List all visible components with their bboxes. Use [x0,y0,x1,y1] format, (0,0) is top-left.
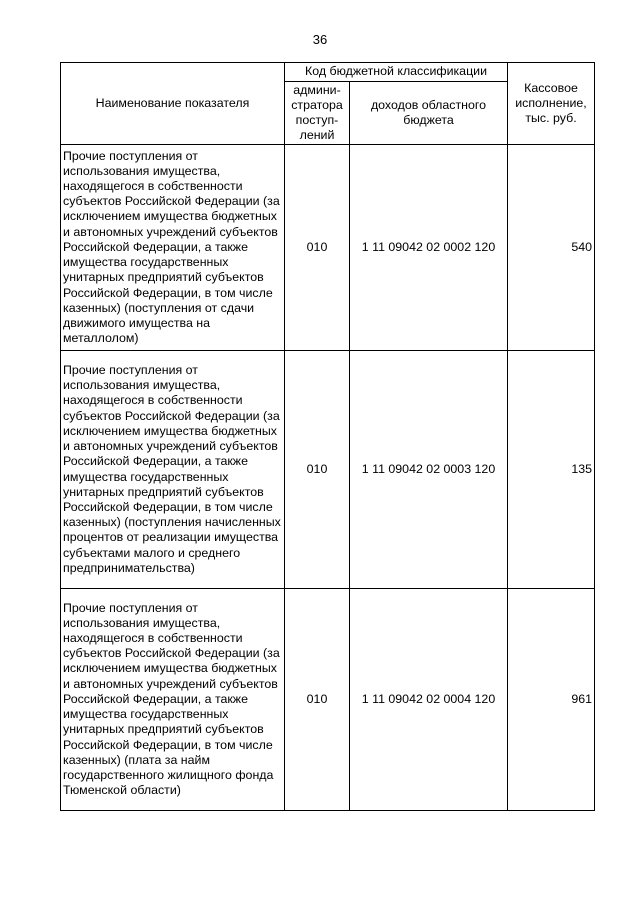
budget-table [60,62,595,811]
row-name: Прочие поступления от использования имущества, находящегося в собственности субъектов Российской Федерации (за исключением имущества бюджетных и автономных учреждений субъектов Российской Федерации, а также имущества государственных унитарных предприятий субъектов Российской Федерации, в том числе казенных) (плата за найм государственного жилищного фонда Тюменской области) [61,589,285,811]
header-income: доходов областного бюджета [350,82,508,145]
row-admin: 010 [285,589,350,811]
row-admin: 010 [285,145,350,351]
row-code: 1 11 09042 02 0004 120 [350,589,508,811]
row-code: 1 11 09042 02 0003 120 [350,351,508,589]
header-execution: Кассовое исполнение, тыс. руб. [508,63,595,145]
row-name: Прочие поступления от использования имущества, находящегося в собственности субъектов Российской Федерации (за исключением имущества бюджетных и автономных учреждений субъектов Российской Федерации, а также имущества государственных унитарных предприятий субъектов Российской Федерации, в том числе казенных) (поступления от сдачи движимого имущества на металлолом) [61,145,285,351]
table-row [61,145,595,351]
row-admin: 010 [285,351,350,589]
table-row [61,589,595,811]
page-number: 36 [312,32,328,47]
header-name: Наименование показателя [61,63,285,145]
header-budget-code: Код бюджетной классификации [285,63,508,82]
row-amount: 540 [508,145,595,351]
row-amount: 961 [508,589,595,811]
table-row [61,351,595,589]
row-name: Прочие поступления от использования имущества, находящегося в собственности субъектов Российской Федерации (за исключением имущества бюджетных и автономных учреждений субъектов Российской Федерации, а также имущества государственных унитарных предприятий субъектов Российской Федерации, в том числе казенных) (поступления начисленных процентов от реализации имущества субъектами малого и среднего предпринимательства) [61,351,285,589]
header-admin: админи-стратора поступ-лений [285,82,350,145]
row-amount: 135 [508,351,595,589]
row-code: 1 11 09042 02 0002 120 [350,145,508,351]
